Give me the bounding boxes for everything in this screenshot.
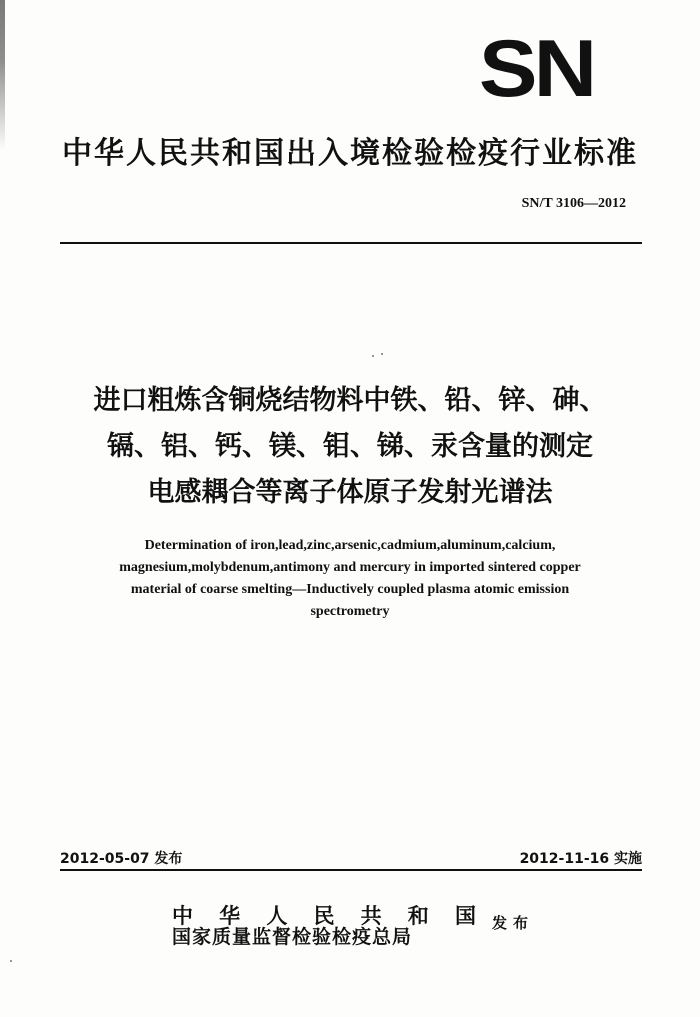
top-divider bbox=[60, 242, 642, 244]
publisher-char: 共 bbox=[360, 903, 382, 928]
english-title-line: spectrometry bbox=[310, 604, 390, 619]
publisher-char: 人 bbox=[266, 903, 288, 928]
publisher-char: 中 bbox=[172, 903, 193, 928]
svg-text:SN: SN bbox=[478, 30, 594, 102]
publisher-char: 和 bbox=[407, 903, 429, 928]
issue-date: 2012-05-07 发布 bbox=[60, 851, 183, 867]
english-title bbox=[80, 535, 620, 623]
english-title-line: magnesium,molybdenum,antimony and mercury in imported sintered copper bbox=[119, 560, 581, 575]
scan-speck bbox=[10, 960, 12, 962]
publisher-char: 华 bbox=[219, 903, 241, 928]
publisher-char: 国 bbox=[454, 903, 476, 928]
implementation-date: 2012-11-16 实施 bbox=[519, 851, 642, 867]
bottom-divider bbox=[60, 869, 642, 871]
chinese-title-line: 镉、铝、钙、镁、钼、锑、汞含量的测定 bbox=[107, 431, 593, 462]
organization-title: 中华人民共和国出入境检验检疫行业标准 bbox=[62, 136, 638, 171]
chinese-title-line: 进口粗炼含铜烧结物料中铁、铅、锌、砷、 bbox=[93, 385, 607, 416]
english-title-line: Determination of iron,lead,zinc,arsenic,cadmium,aluminum,calcium, bbox=[144, 538, 556, 553]
publisher-char: 民 bbox=[313, 903, 335, 928]
publish-label: 发布 bbox=[492, 914, 535, 932]
scan-speck bbox=[381, 353, 383, 355]
scan-speck bbox=[372, 355, 374, 357]
sn-logo bbox=[464, 30, 609, 102]
chinese-title bbox=[0, 378, 700, 516]
publisher-agency: 国家质量监督检验检疫总局 bbox=[172, 926, 413, 948]
standard-number: SN/T 3106—2012 bbox=[521, 196, 626, 211]
chinese-title-line: 电感耦合等离子体原子发射光谱法 bbox=[147, 477, 553, 508]
sn-logo-graphic bbox=[464, 30, 609, 102]
english-title-line: material of coarse smelting—Inductively coupled plasma atomic emission bbox=[130, 582, 570, 597]
